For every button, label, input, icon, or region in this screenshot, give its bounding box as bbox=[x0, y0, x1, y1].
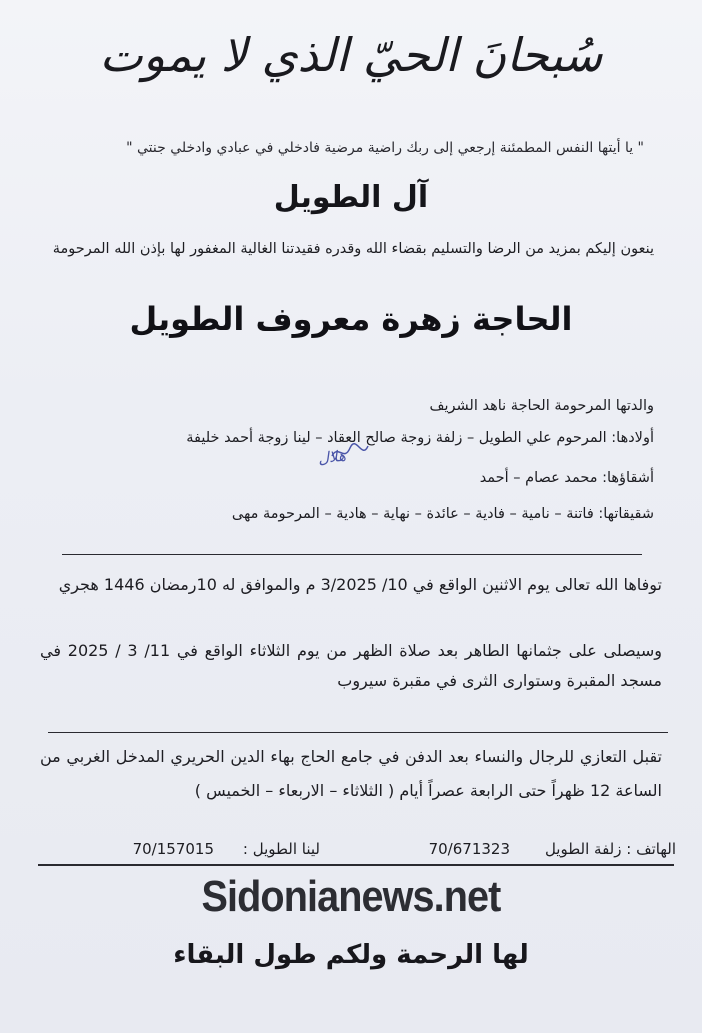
watermark-site: Sidonianews.net bbox=[201, 872, 501, 921]
phone-label-1: الهاتف : زلفة الطويل bbox=[544, 840, 676, 858]
mother-line: والدتها المرحومة الحاجة ناهد الشريف bbox=[429, 398, 654, 414]
phone-label-2: لينا الطويل : bbox=[242, 840, 320, 858]
funeral-notice: وسيصلى على جثمانها الطاهر بعد صلاة الظهر من يوم الثلاثاء الواقع في 11/ 3 / 2025 في مسجد المقبرة وستوارى الثرى في مقبرة سيروب bbox=[40, 641, 663, 690]
intro-text: ينعون إليكم بمزيد من الرضا والتسليم بقضاء الله وقدره فقيدتنا الغالية المغفور لها بإذن الله المرحومة bbox=[52, 241, 654, 257]
divider-3 bbox=[38, 864, 674, 866]
death-notice: توفاها الله تعالى يوم الاثنين الواقع في 10/ 3/2025 م والموافق له 10رمضان 1446 هجري bbox=[58, 575, 662, 594]
phone-number-2: 70/157015 bbox=[132, 840, 214, 858]
phone-number-1: 70/671323 bbox=[428, 840, 510, 858]
calligraphy-header: سُبحانَ الحيّ الذي لا يموت bbox=[99, 28, 603, 82]
family-name: آل الطويل bbox=[273, 180, 429, 215]
condolences-notice: تقبل التعازي للرجال والنساء بعد الدفن في جامع الحاج بهاء الدين الحريري المدخل الغربي من الساعة 12 ظهراً حتى الرابعة عصراً أيام ( الثلاثاء – الاربعاء – الخميس ) bbox=[40, 747, 662, 800]
deceased-name: الحاجة زهرة معروف الطويل bbox=[129, 300, 573, 338]
brothers-line: أشقاؤها: محمد عصام – أحمد bbox=[479, 470, 654, 486]
divider-2 bbox=[48, 732, 668, 733]
handwritten-note: هلال bbox=[317, 446, 347, 468]
closing-line: لها الرحمة ولكم طول البقاء bbox=[173, 940, 529, 970]
sisters-line: شقيقاتها: فاتنة – نامية – فادية – عائدة – نهاية – هادية – المرحومة مهى bbox=[231, 506, 654, 522]
divider-1 bbox=[62, 554, 642, 555]
children-line: أولادها: المرحوم علي الطويل – زلفة زوجة صالح العقاد – لينا زوجة أحمد خليفة bbox=[186, 430, 654, 446]
quran-verse: " يا أيتها النفس المطمئنة إرجعي إلى ربك راضية مرضية فادخلي في عبادي وادخلي جنتي " bbox=[126, 140, 644, 156]
